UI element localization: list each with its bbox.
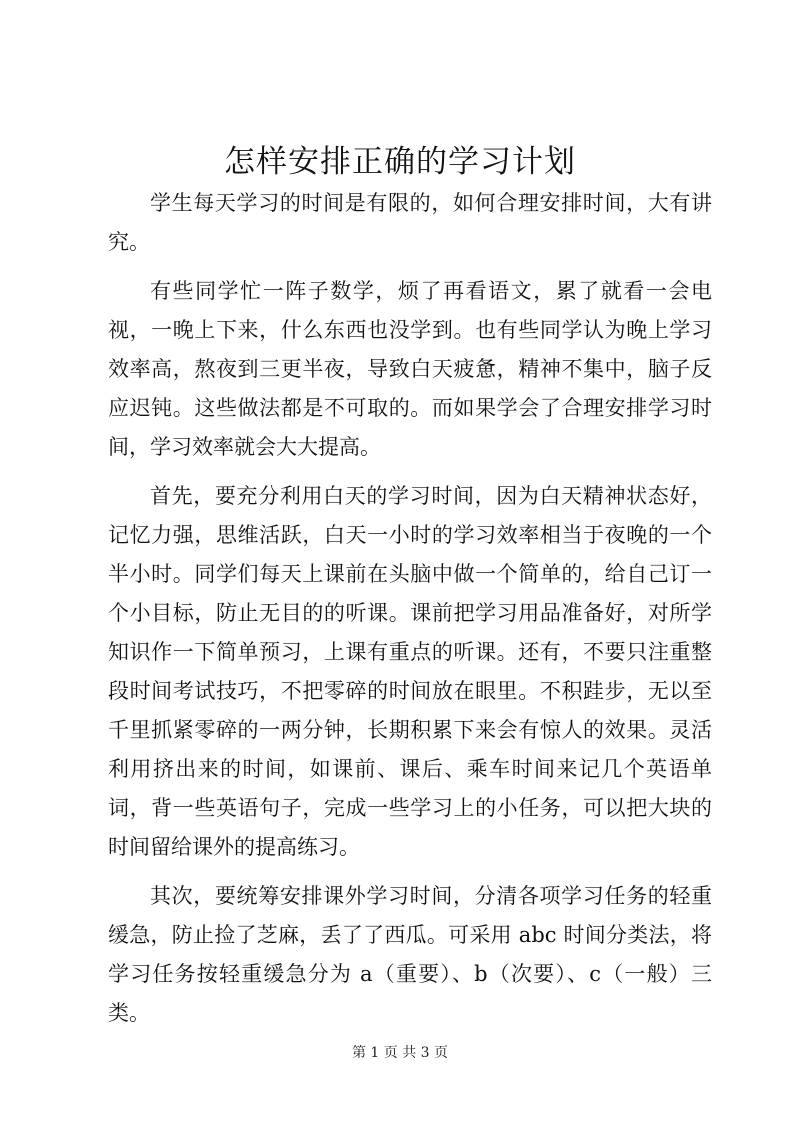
- paragraph-2: 有些同学忙一阵子数学，烦了再看语文，累了就看一会电视，一晚上下来，什么东西也没学到。也有些同学认为晚上学习效率高，熬夜到三更半夜，导致白天疲惫，精神不集中，脑子反应迟钝。这些做法都是不可取的。而如果学会了合理安排学习时间，学习效率就会大大提高。: [108, 279, 712, 459]
- document-title: 怎样安排正确的学习计划: [224, 144, 576, 180]
- paragraph-4: 其次，要统筹安排课外学习时间，分清各项学习任务的轻重缓急，防止捡了芝麻，丢了了西瓜。可采用 abc 时间分类法，将学习任务按轻重缓急分为 a（重要）、b（次要）、c（一般）三类。: [108, 884, 712, 1025]
- paragraph-3: 首先，要充分利用白天的学习时间，因为白天精神状态好，记忆力强，思维活跃，白天一小时的学习效率相当于夜晚的一个半小时。同学们每天上课前在头脑中做一个简单的，给自己订一个小目标，防止无目的的听课。课前把学习用品准备好，对所学知识作一下简单预习，上课有重点的听课。还有，不要只注重整段时间考试技巧，不把零碎的时间放在眼里。不积跬步，无以至千里抓紧零碎的一两分钟，长期积累下来会有惊人的效果。灵活利用挤出来的时间，如课前、课后、乘车时间来记几个英语单词，背一些英语句子，完成一些学习上的小任务，可以把大块的时间留给课外的提高练习。: [108, 484, 712, 859]
- page-footer: 第 1 页 共 3 页: [351, 1045, 449, 1061]
- paragraph-1: 学生每天学习的时间是有限的，如何合理安排时间，大有讲究。: [108, 191, 712, 254]
- document-body: [108, 184, 712, 1043]
